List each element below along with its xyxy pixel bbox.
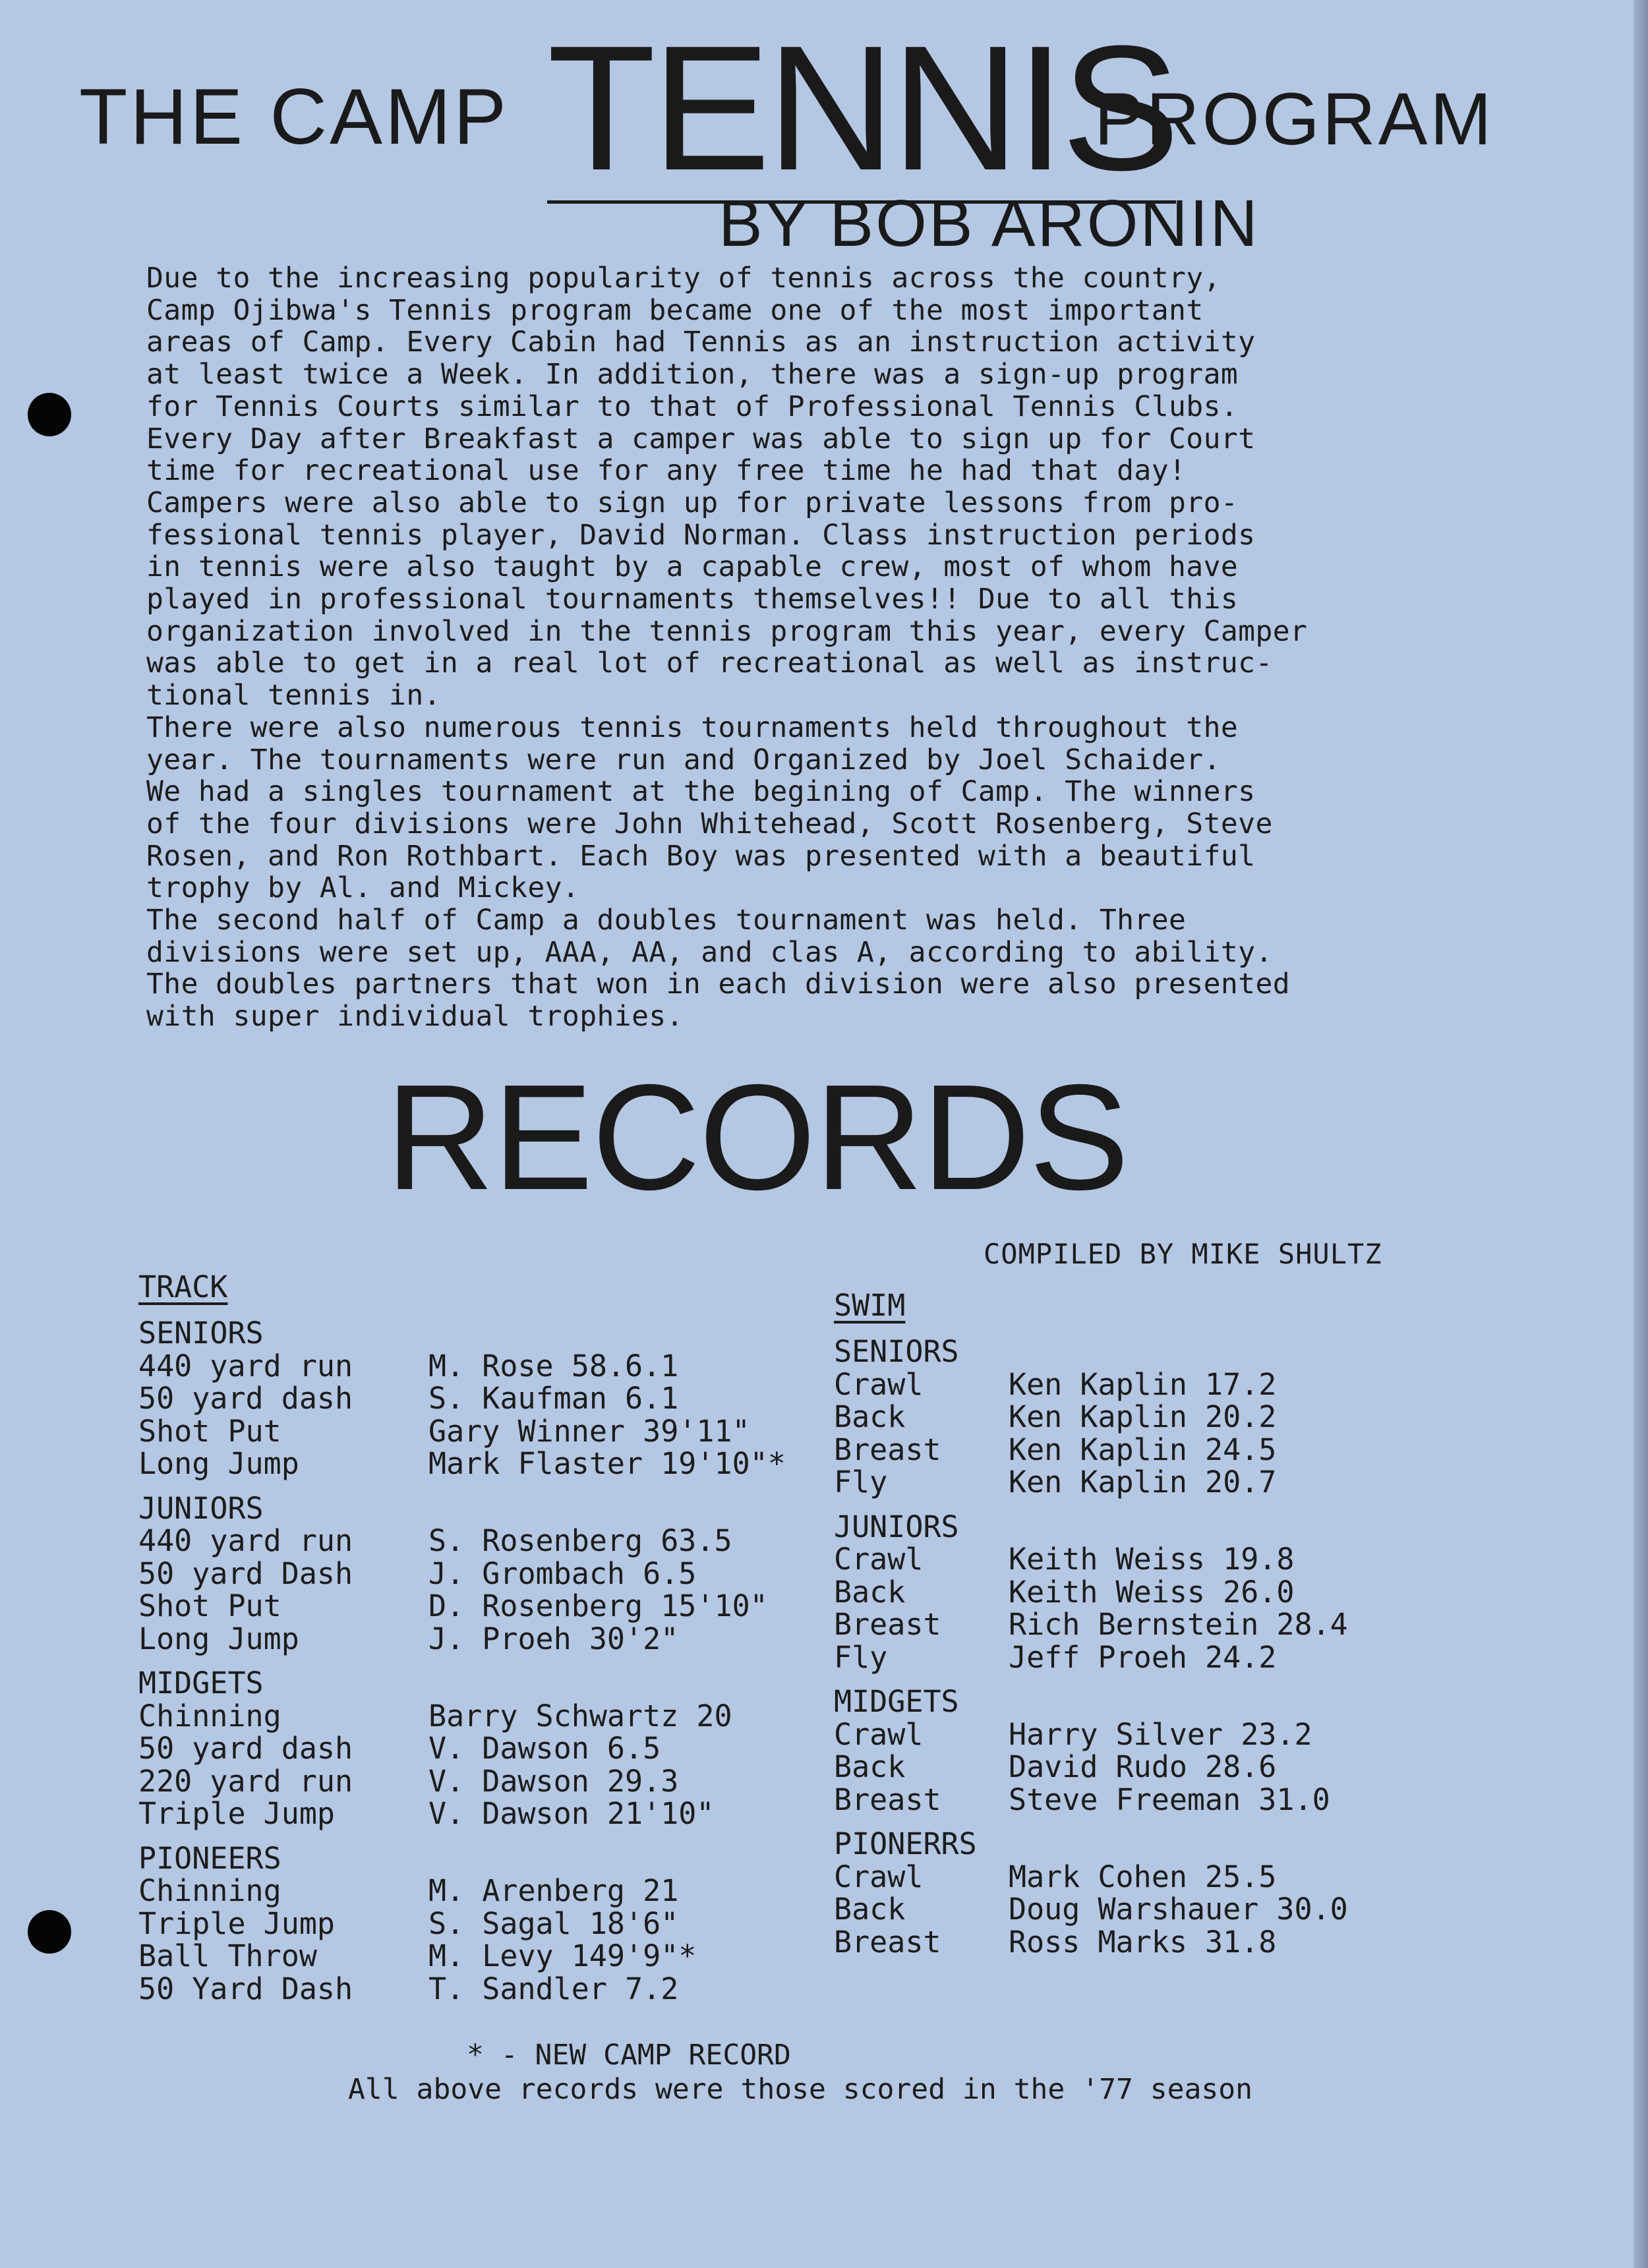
group-spacer xyxy=(834,1958,1348,1970)
track-record-row xyxy=(138,1940,786,1973)
record-holder: Barry Schwartz 20 xyxy=(428,1698,732,1733)
article-line: in tennis were also taught by a capable crew, most of whom have xyxy=(146,550,1239,584)
article-line: tional tennis in. xyxy=(146,679,441,712)
track-record-row xyxy=(138,1797,786,1830)
track-record-row xyxy=(138,1590,786,1623)
group-spacer xyxy=(138,1480,786,1492)
article-title xyxy=(0,9,1648,208)
swim-record-row xyxy=(834,1861,1348,1894)
event-name: Shot Put xyxy=(138,1413,281,1449)
event-name: Fly xyxy=(834,1639,888,1675)
event-name: Chinning xyxy=(138,1698,281,1733)
event-name: Back xyxy=(834,1892,906,1927)
swim-record-row xyxy=(834,1641,1348,1674)
records-title: RECORDS xyxy=(386,1054,1129,1221)
event-name: Crawl xyxy=(834,1542,924,1577)
record-holder: Steve Freeman 31.0 xyxy=(1009,1782,1330,1817)
event-name: 50 Yard Dash xyxy=(138,1971,353,2006)
event-name: Chinning xyxy=(138,1873,281,1908)
event-name: Breast xyxy=(834,1607,941,1642)
article-line: The second half of Camp a doubles tournament was held. Three xyxy=(146,904,1187,937)
article-line: organization involved in the tennis program this year, every Camper xyxy=(146,614,1308,648)
compiled-by: COMPILED BY MIKE SHULTZ xyxy=(984,1238,1382,1270)
footnote: * - NEW CAMP RECORD xyxy=(467,2039,791,2072)
swim-record-row xyxy=(834,1434,1348,1467)
record-holder: Keith Weiss 19.8 xyxy=(1009,1542,1295,1577)
byline: BY BOB ARONIN xyxy=(719,187,1260,260)
article-line: time for recreational use for any free time he had that day! xyxy=(146,454,1187,488)
record-holder: Rich Bernstein 28.4 xyxy=(1009,1607,1348,1642)
swim-record-row xyxy=(834,1401,1348,1434)
record-holder: M. Arenberg 21 xyxy=(428,1873,679,1908)
event-name: Back xyxy=(834,1749,906,1784)
swim-group-heading: MIDGETS xyxy=(834,1684,959,1719)
record-holder: Ken Kaplin 20.7 xyxy=(1009,1465,1277,1499)
track-record-row xyxy=(138,1732,786,1765)
group-spacer xyxy=(138,1830,786,1842)
event-name: Crawl xyxy=(834,1859,924,1894)
record-holder: J. Proeh 30'2" xyxy=(428,1621,679,1656)
track-record-row xyxy=(138,1765,786,1798)
binder-hole-bottom xyxy=(28,1910,71,1954)
article-line: There were also numerous tennis tournaments held throughout the xyxy=(146,711,1239,744)
track-group-heading: MIDGETS xyxy=(138,1666,264,1701)
record-holder: Ken Kaplin 20.2 xyxy=(1009,1399,1277,1434)
track-record-row xyxy=(138,1907,786,1940)
event-name: Fly xyxy=(834,1465,888,1499)
record-holder: D. Rosenberg 15'10" xyxy=(428,1588,768,1623)
track-record-row xyxy=(138,1415,786,1448)
event-name: Breast xyxy=(834,1924,941,1960)
track-record-row xyxy=(138,1973,786,2006)
article-line: Campers were also able to sign up for private lessons from pro- xyxy=(146,486,1239,519)
event-name: 50 yard Dash xyxy=(138,1556,353,1591)
record-holder: S. Rosenberg 63.5 xyxy=(428,1523,732,1558)
article-line: The doubles partners that won in each division were also presented xyxy=(146,968,1291,1001)
swim-record-row xyxy=(834,1576,1348,1609)
article-line: of the four divisions were John Whitehead, Scott Rosenberg, Steve xyxy=(146,807,1273,840)
record-holder: Gary Winner 39'11" xyxy=(428,1413,750,1449)
title-tennis: TENNIS xyxy=(547,9,1177,208)
article-line: divisions were set up, AAA, AA, and clas A, according to ability. xyxy=(146,935,1273,969)
record-holder: Harry Silver 23.2 xyxy=(1009,1716,1312,1752)
swim-heading: SWIM xyxy=(834,1288,906,1323)
record-holder: Ken Kaplin 17.2 xyxy=(1009,1366,1277,1402)
record-holder: Keith Weiss 26.0 xyxy=(1009,1574,1295,1610)
season-note: All above records were those scored in the '77 season xyxy=(348,2073,1253,2106)
article-line: with super individual trophies. xyxy=(146,1000,684,1033)
event-name: Triple Jump xyxy=(138,1905,336,1941)
group-spacer xyxy=(138,2005,786,2017)
swim-group-heading: JUNIORS xyxy=(834,1509,959,1544)
track-record-row xyxy=(138,1875,786,1907)
record-holder: Ken Kaplin 24.5 xyxy=(1009,1432,1277,1467)
article-body xyxy=(146,262,1485,1033)
article-line: year. The tournaments were run and Organized by Joel Schaider. xyxy=(146,743,1221,776)
swim-group-heading: SENIORS xyxy=(834,1334,959,1369)
track-record-row xyxy=(138,1350,786,1383)
article-line: was able to get in a real lot of recreational as well as instruc- xyxy=(146,647,1273,680)
record-holder: V. Dawson 6.5 xyxy=(428,1731,661,1766)
event-name: 440 yard run xyxy=(138,1348,353,1383)
record-holder: M. Levy 149'9"* xyxy=(428,1938,697,1973)
record-holder: M. Rose 58.6.1 xyxy=(428,1348,679,1383)
binder-hole-top xyxy=(28,393,71,436)
event-name: 440 yard run xyxy=(138,1523,353,1558)
event-name: 220 yard run xyxy=(138,1763,353,1799)
record-holder: J. Grombach 6.5 xyxy=(428,1556,697,1591)
swim-records xyxy=(834,1289,1348,1970)
group-spacer xyxy=(834,1499,1348,1511)
track-heading: TRACK xyxy=(138,1269,228,1304)
event-name: Breast xyxy=(834,1782,941,1817)
track-record-row xyxy=(138,1382,786,1415)
record-holder: Mark Flaster 19'10"* xyxy=(428,1446,786,1481)
event-name: Long Jump xyxy=(138,1446,299,1481)
record-holder: V. Dawson 29.3 xyxy=(428,1763,679,1799)
track-record-row xyxy=(138,1525,786,1557)
track-record-row xyxy=(138,1623,786,1656)
record-holder: Jeff Proeh 24.2 xyxy=(1009,1639,1277,1675)
track-group-heading: PIONEERS xyxy=(138,1840,281,1876)
track-records xyxy=(138,1271,786,2017)
article-line: We had a singles tournament at the begining of Camp. The winners xyxy=(146,775,1256,809)
swim-group-heading: PIONERRS xyxy=(834,1826,977,1861)
event-name: 50 yard dash xyxy=(138,1731,353,1766)
event-name: Back xyxy=(834,1399,906,1434)
swim-record-row xyxy=(834,1608,1348,1641)
record-holder: T. Sandler 7.2 xyxy=(428,1971,679,2006)
swim-record-row xyxy=(834,1466,1348,1499)
track-record-row xyxy=(138,1557,786,1590)
record-holder: S. Sagal 18'6" xyxy=(428,1905,679,1941)
swim-record-row xyxy=(834,1368,1348,1401)
swim-record-row xyxy=(834,1784,1348,1817)
swim-record-row xyxy=(834,1926,1348,1959)
event-name: Triple Jump xyxy=(138,1796,336,1831)
record-holder: V. Dawson 21'10" xyxy=(428,1796,715,1831)
record-holder: S. Kaufman 6.1 xyxy=(428,1381,679,1416)
event-name: Shot Put xyxy=(138,1588,281,1623)
article-line: for Tennis Courts similar to that of Professional Tennis Clubs. xyxy=(146,390,1239,423)
article-line: areas of Camp. Every Cabin had Tennis as an instruction activity xyxy=(146,326,1256,359)
article-line: fessional tennis player, David Norman. Class instruction periods xyxy=(146,518,1256,552)
page-edge xyxy=(1633,0,1648,2268)
event-name: Breast xyxy=(834,1432,941,1467)
event-name: 50 yard dash xyxy=(138,1381,353,1416)
title-left: THE CAMP xyxy=(79,73,510,161)
event-name: Crawl xyxy=(834,1716,924,1752)
article-line: Due to the increasing popularity of tennis across the country, xyxy=(146,262,1221,295)
track-group-heading: SENIORS xyxy=(138,1316,264,1351)
record-holder: Mark Cohen 25.5 xyxy=(1009,1859,1277,1894)
record-holder: Doug Warshauer 30.0 xyxy=(1009,1892,1348,1927)
record-holder: David Rudo 28.6 xyxy=(1009,1749,1277,1784)
article-line: at least twice a Week. In addition, there was a sign-up program xyxy=(146,358,1239,392)
article-line: trophy by Al. and Mickey. xyxy=(146,871,580,905)
track-record-row xyxy=(138,1700,786,1733)
event-name: Ball Throw xyxy=(138,1938,317,1973)
title-right: PROGRAM xyxy=(1094,78,1494,160)
swim-record-row xyxy=(834,1751,1348,1784)
record-holder: Ross Marks 31.8 xyxy=(1009,1924,1277,1960)
event-name: Back xyxy=(834,1574,906,1610)
swim-record-row xyxy=(834,1543,1348,1576)
swim-record-row xyxy=(834,1718,1348,1751)
track-record-row xyxy=(138,1447,786,1480)
article-line: Camp Ojibwa's Tennis program became one of the most important xyxy=(146,293,1204,327)
track-group-heading: JUNIORS xyxy=(138,1490,264,1526)
article-line: Rosen, and Ron Rothbart. Each Boy was presented with a beautiful xyxy=(146,839,1256,873)
swim-record-row xyxy=(834,1893,1348,1926)
event-name: Long Jump xyxy=(138,1621,299,1656)
event-name: Crawl xyxy=(834,1366,924,1402)
article-line: played in professional tournaments themselves!! Due to all this xyxy=(146,583,1239,616)
article-line: Every Day after Breakfast a camper was able to sign up for Court xyxy=(146,422,1256,455)
